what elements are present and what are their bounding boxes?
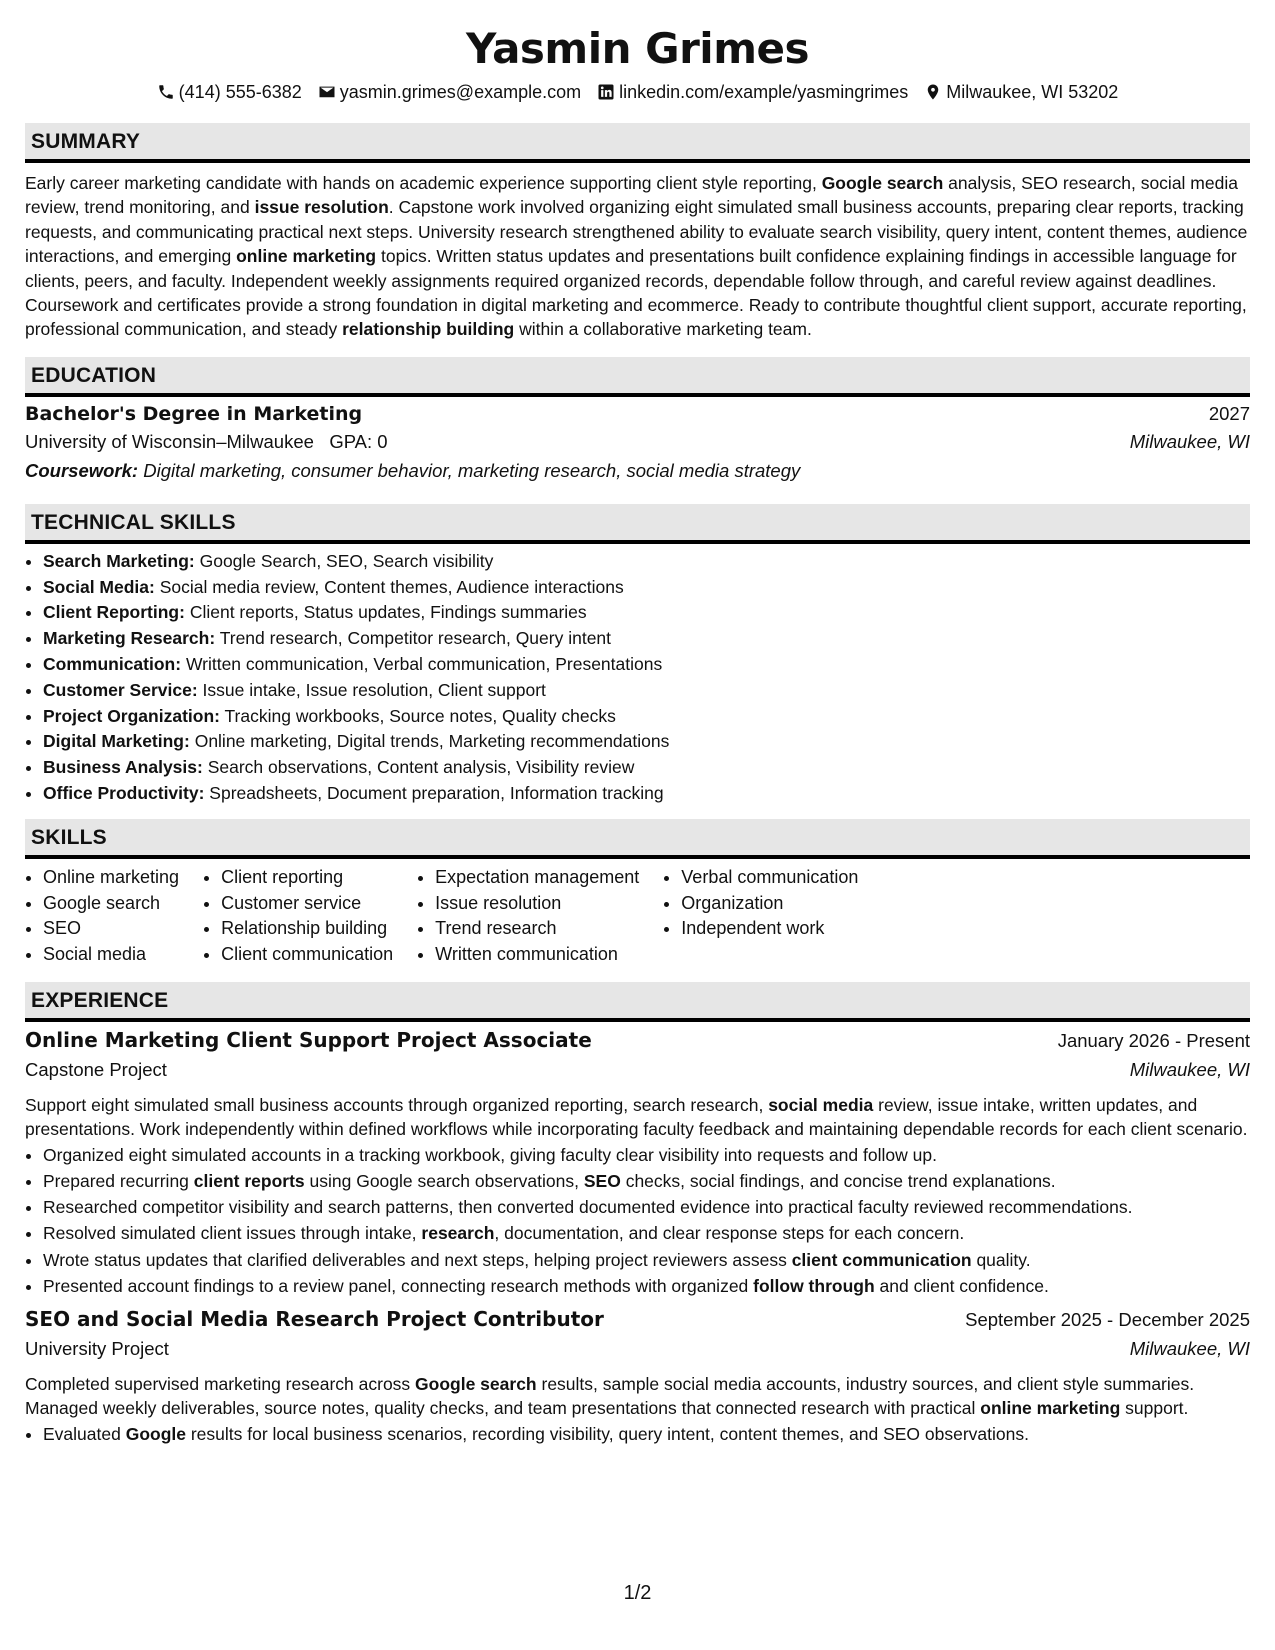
job-location: Milwaukee, WI bbox=[1129, 1059, 1250, 1080]
summary-heading: SUMMARY bbox=[25, 123, 1250, 163]
skill-item: • Client reporting bbox=[221, 865, 393, 891]
contact-email[interactable] bbox=[318, 82, 581, 103]
skill-values: Tracking workbooks, Source notes, Quality checks bbox=[224, 705, 616, 726]
skill-item: • Verbal communication bbox=[681, 865, 858, 891]
summary-part: Early career marketing candidate with hands on academic experience supporting client style reporting, bbox=[25, 173, 822, 193]
job-bullet bbox=[43, 1194, 1250, 1220]
email-text: yasmin.grimes@example.com bbox=[339, 81, 582, 102]
skills-column bbox=[663, 865, 858, 968]
job-bullets bbox=[25, 1421, 1250, 1447]
summary-keyword: online marketing bbox=[236, 246, 377, 267]
skill-category: Business Analysis: bbox=[43, 757, 203, 778]
technical-skill-item bbox=[43, 600, 1250, 626]
job-location: Milwaukee, WI bbox=[1129, 1338, 1250, 1360]
technical-skills-heading: TECHNICAL SKILLS bbox=[25, 504, 1250, 544]
job-bullet bbox=[43, 1220, 1250, 1246]
job-organization: Capstone Project bbox=[25, 1059, 167, 1080]
desc-part: Support eight simulated small business accounts through organized reporting, search research, bbox=[25, 1095, 769, 1115]
bullet-text: Resolved simulated client issues through intake, bbox=[43, 1223, 422, 1244]
job-entry bbox=[25, 1307, 1250, 1447]
skill-item: • Trend research bbox=[435, 916, 639, 942]
bullet-text: , documentation, and clear response steps for each concern. bbox=[494, 1223, 965, 1244]
bullet-text: and client confidence. bbox=[874, 1275, 1049, 1296]
technical-skill-item bbox=[43, 781, 1250, 807]
job-bullets bbox=[25, 1142, 1250, 1299]
desc-part: support. bbox=[1120, 1398, 1189, 1419]
candidate-name: Yasmin Grimes bbox=[466, 24, 809, 73]
desc-part: Completed supervised marketing research across bbox=[25, 1374, 416, 1395]
technical-skill-item bbox=[43, 755, 1250, 781]
gpa: GPA: 0 bbox=[329, 430, 388, 452]
page-number: 1/2 bbox=[623, 1582, 652, 1604]
contact-row bbox=[25, 80, 1250, 104]
job-title: Online Marketing Client Support Project Associate bbox=[25, 1028, 592, 1052]
skills-column bbox=[25, 865, 179, 968]
bullet-text: checks, social findings, and concise trend explanations. bbox=[620, 1171, 1056, 1192]
skill-category: Marketing Research: bbox=[43, 628, 216, 649]
skill-values: Google Search, SEO, Search visibility bbox=[199, 550, 494, 571]
skill-item: • Client communication bbox=[221, 942, 393, 968]
skill-values: Spreadsheets, Document preparation, Information tracking bbox=[209, 783, 664, 804]
job-bullet bbox=[43, 1247, 1250, 1273]
summary-part: topics. Written status updates and presentations built confidence explaining findings in accessible language for clients, peers, and faculty. Independent weekly assignments required organized records, dependable follow through, and careful review against deadlines. Coursework and certificates provide a strong foundation in digital marketing and ecommerce. Ready to contribute thoughtful client support, accurate reporting, professional communication, and steady bbox=[25, 246, 1247, 340]
skills-grid bbox=[25, 865, 1250, 968]
job-organization: University Project bbox=[25, 1338, 169, 1360]
skill-item: • Expectation management bbox=[435, 865, 639, 891]
desc-keyword: online marketing bbox=[980, 1398, 1121, 1419]
coursework-line bbox=[25, 460, 1250, 490]
technical-skill-item bbox=[43, 575, 1250, 601]
school-name: University of Wisconsin–Milwaukee bbox=[25, 430, 314, 452]
skill-values: Search observations, Content analysis, Visibility review bbox=[207, 757, 635, 778]
skill-item: • Relationship building bbox=[221, 916, 393, 942]
bullet-text: Prepared recurring bbox=[43, 1171, 194, 1192]
skill-values: Written communication, Verbal communication, Presentations bbox=[185, 654, 663, 675]
job-entry bbox=[25, 1028, 1250, 1299]
skill-category: Client Reporting: bbox=[43, 602, 185, 623]
skill-category: Search Marketing: bbox=[43, 550, 195, 571]
desc-keyword: social media bbox=[768, 1095, 874, 1115]
phone-text: (414) 555-6382 bbox=[178, 81, 302, 102]
job-dates: September 2025 - December 2025 bbox=[965, 1309, 1250, 1331]
graduation-year: 2027 bbox=[1208, 402, 1250, 424]
summary-keyword: Google search bbox=[821, 173, 944, 193]
summary-part: within a collaborative marketing team. bbox=[514, 319, 812, 340]
skills-column bbox=[417, 865, 639, 968]
technical-skill-item bbox=[43, 652, 1250, 678]
bullet-text: quality. bbox=[971, 1249, 1031, 1270]
skill-values: Online marketing, Digital trends, Marketing recommendations bbox=[194, 731, 670, 752]
coursework-text: Digital marketing, consumer behavior, marketing research, social media strategy bbox=[143, 459, 801, 481]
summary-part: analysis, SEO research, social media review, trend monitoring, and bbox=[25, 173, 1238, 218]
desc-part: results, sample social media accounts, industry sources, and client style summaries. Managed weekly deliverables, source notes, quality checks, and team presentations that connected research with practical bbox=[25, 1374, 1195, 1419]
skill-item: • Social media bbox=[43, 942, 179, 968]
resume-page bbox=[25, 0, 1250, 1650]
skill-item: • Independent work bbox=[681, 916, 858, 942]
education-heading: EDUCATION bbox=[25, 357, 1250, 397]
job-description bbox=[25, 1372, 1250, 1421]
skill-category: Project Organization: bbox=[43, 705, 220, 726]
technical-skill-item bbox=[43, 729, 1250, 755]
summary-keyword: issue resolution bbox=[254, 197, 389, 218]
bullet-keyword: client reports bbox=[193, 1171, 305, 1192]
bullet-text: Researched competitor visibility and search patterns, then converted documented evidence into practical faculty reviewed recommendations. bbox=[43, 1197, 1133, 1218]
location-pin-icon bbox=[924, 83, 942, 101]
skills-heading: SKILLS bbox=[25, 819, 1250, 859]
technical-skill-item bbox=[43, 626, 1250, 652]
bullet-text: using Google search observations, bbox=[304, 1171, 584, 1192]
job-description bbox=[25, 1093, 1250, 1142]
skill-values: Issue intake, Issue resolution, Client support bbox=[202, 679, 546, 700]
job-dates: January 2026 - Present bbox=[1057, 1030, 1250, 1051]
skill-values: Trend research, Competitor research, Query intent bbox=[219, 628, 612, 649]
skill-category: Social Media: bbox=[43, 576, 155, 597]
linkedin-icon bbox=[597, 83, 615, 101]
summary-keyword: relationship building bbox=[342, 319, 515, 340]
skill-item: • SEO bbox=[43, 916, 179, 942]
job-bullet bbox=[43, 1421, 1250, 1447]
technical-skill-item bbox=[43, 704, 1250, 730]
skill-category: Office Productivity: bbox=[43, 783, 205, 804]
skill-item: • Organization bbox=[681, 891, 858, 917]
job-bullet bbox=[43, 1273, 1250, 1299]
bullet-text: Presented account findings to a review panel, connecting research methods with organized bbox=[43, 1275, 754, 1296]
bullet-keyword: follow through bbox=[753, 1275, 875, 1296]
skill-values: Client reports, Status updates, Findings summaries bbox=[189, 602, 587, 623]
school-location: Milwaukee, WI bbox=[1129, 430, 1250, 452]
bullet-text: Evaluated bbox=[43, 1423, 126, 1444]
bullet-keyword: research bbox=[421, 1223, 495, 1244]
bullet-text: Organized eight simulated accounts in a tracking workbook, giving faculty clear visibility into requests and follow up. bbox=[43, 1144, 937, 1165]
contact-phone bbox=[157, 82, 302, 103]
linkedin-text: linkedin.com/example/yasmingrimes bbox=[619, 81, 909, 102]
summary-text bbox=[25, 171, 1250, 342]
skill-category: Customer Service: bbox=[43, 679, 198, 700]
contact-linkedin[interactable] bbox=[597, 82, 908, 103]
school-line bbox=[25, 431, 388, 453]
technical-skill-item bbox=[43, 549, 1250, 575]
bullet-keyword: Google bbox=[125, 1423, 186, 1444]
experience-heading: EXPERIENCE bbox=[25, 982, 1250, 1022]
job-title: SEO and Social Media Research Project Contributor bbox=[25, 1307, 604, 1332]
job-bullet bbox=[43, 1142, 1250, 1168]
technical-skills-list bbox=[25, 549, 1250, 807]
summary-part: . Capstone work involved organizing eight simulated small business accounts, preparing clear reports, tracking requests, and communicating practical next steps. University research strengthened ability to evaluate search visibility, query intent, content themes, audience interactions, and emerging bbox=[25, 197, 1248, 267]
phone-icon bbox=[157, 83, 175, 101]
bullet-keyword: client communication bbox=[791, 1249, 972, 1270]
email-icon bbox=[318, 83, 336, 101]
skill-item: • Issue resolution bbox=[435, 891, 639, 917]
skill-item: • Written communication bbox=[435, 942, 639, 968]
location-text: Milwaukee, WI 53202 bbox=[946, 81, 1119, 102]
contact-location bbox=[924, 82, 1118, 103]
degree-title: Bachelor's Degree in Marketing bbox=[25, 402, 363, 425]
education-entry bbox=[25, 403, 1250, 490]
skill-category: Digital Marketing: bbox=[43, 731, 190, 752]
skill-item: • Online marketing bbox=[43, 865, 179, 891]
desc-part: review, issue intake, written updates, and presentations. Work independently within defined workflows while incorporating faculty feedback and maintaining dependable records for each client scenario. bbox=[25, 1095, 1248, 1140]
skill-item: • Customer service bbox=[221, 891, 393, 917]
job-bullet bbox=[43, 1168, 1250, 1194]
bullet-text: results for local business scenarios, recording visibility, query intent, content themes, and SEO observations. bbox=[185, 1423, 1029, 1444]
desc-keyword: Google search bbox=[415, 1374, 537, 1395]
bullet-keyword: SEO bbox=[583, 1171, 621, 1192]
skill-category: Communication: bbox=[43, 654, 182, 675]
technical-skill-item bbox=[43, 678, 1250, 704]
skills-column bbox=[203, 865, 393, 968]
coursework-label: Coursework: bbox=[25, 459, 139, 481]
skill-values: Social media review, Content themes, Audience interactions bbox=[159, 576, 624, 597]
skill-item: • Google search bbox=[43, 891, 179, 917]
bullet-text: Wrote status updates that clarified deliverables and next steps, helping project reviewers assess bbox=[43, 1249, 792, 1270]
